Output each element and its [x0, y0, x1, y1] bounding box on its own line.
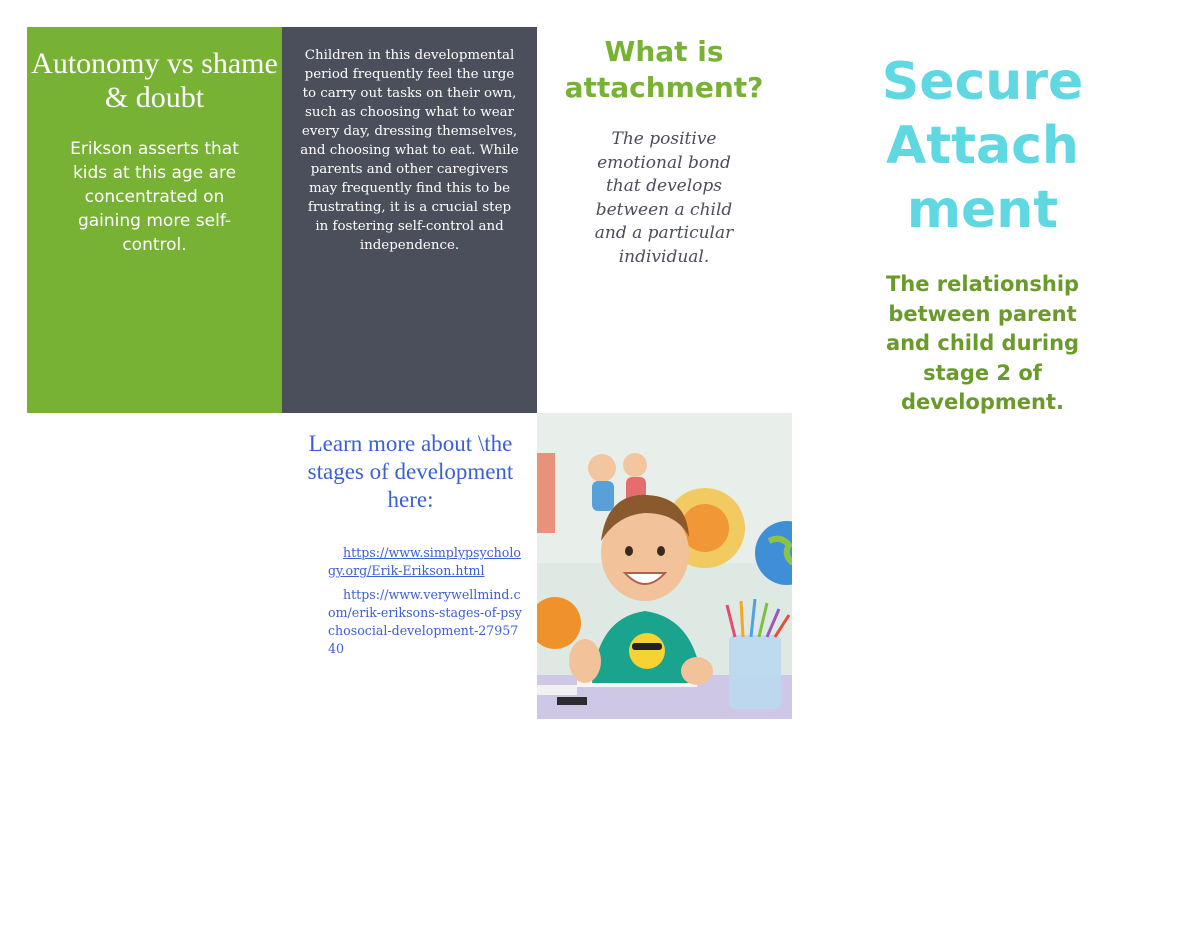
- link-verywellmind[interactable]: https://www.verywellmind.com/erik-eriksons-stages-of-psychosocial-development-2795740: [328, 587, 522, 656]
- attachment-definition: The positive emotional bond that develops between a child and a particular individual.: [594, 129, 734, 267]
- learn-more-section: [298, 430, 523, 664]
- child-illustration: [537, 413, 792, 719]
- secure-attachment-title: Secure Attachment: [881, 52, 1084, 240]
- autonomy-title: Autonomy vs shame & doubt: [31, 47, 278, 114]
- child-photo: [537, 413, 792, 719]
- attachment-title: What is attachment?: [564, 35, 764, 104]
- autonomy-body: Erikson asserts that kids at this age are concentrated on gaining more self-control.: [70, 139, 239, 255]
- link-simplypsychology[interactable]: https://www.simplypsychology.org/Erik-Erikson.html: [328, 545, 521, 578]
- learn-more-title: Learn more about \the stages of development here:: [307, 431, 514, 512]
- autonomy-panel: [27, 27, 282, 413]
- children-panel: [282, 27, 537, 413]
- secure-attachment-section: [845, 50, 1120, 418]
- link-list: [328, 544, 523, 658]
- secure-attachment-subtitle: The relationship between parent and child during stage 2 of development.: [885, 272, 1080, 414]
- children-body: Children in this developmental period frequently feel the urge to carry out tasks on their own, such as choosing what to wear every day, dressing themselves, and choosing what to eat. While parents and other caregivers may frequently find this to be frustrating, it is a crucial step in fostering self-control and independence.: [300, 48, 519, 253]
- attachment-section: [540, 34, 788, 269]
